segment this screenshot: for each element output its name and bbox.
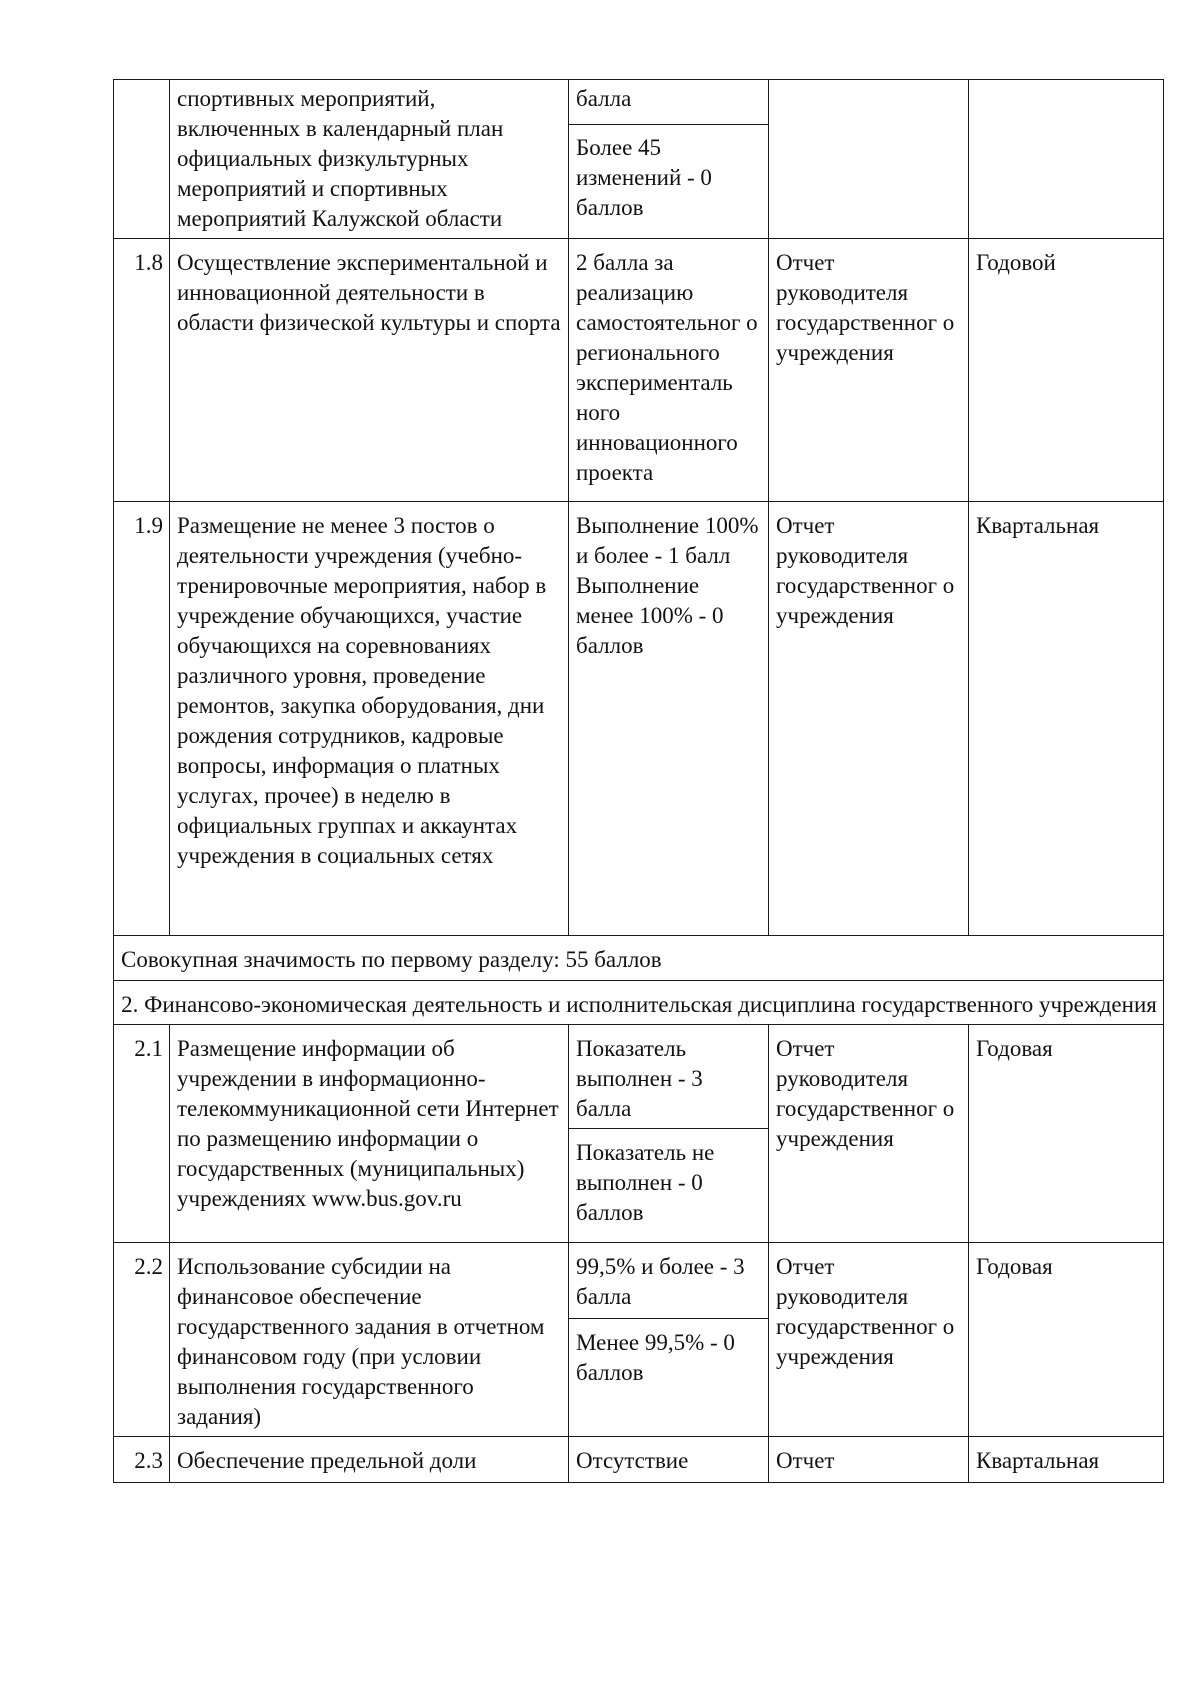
- period-text: Годовая: [976, 1254, 1053, 1279]
- indicator-text: спортивных мероприятий, включенных в календарный план официальных физкультурных мероприятий и спортивных мероприятий Калужской области: [177, 86, 504, 231]
- period-cell: [969, 1025, 1164, 1243]
- criteria-text: балла: [576, 86, 632, 111]
- period-text: Квартальная: [976, 1448, 1100, 1473]
- table-row: [114, 936, 1164, 981]
- period-cell: [969, 1243, 1164, 1437]
- criteria-table: [113, 79, 1164, 1483]
- criteria-cell: [569, 1243, 769, 1319]
- criteria-cell: [569, 1025, 769, 1129]
- period-cell: [969, 1437, 1164, 1483]
- table-row: [114, 239, 1164, 502]
- criteria-text: Показатель выполнен - 3 балла: [576, 1036, 703, 1121]
- criteria-cell: [569, 502, 769, 936]
- source-text: Отчет: [776, 1448, 835, 1473]
- source-text: Отчет руководителя государственног о учреждения: [776, 250, 955, 365]
- source-cell: [769, 1437, 969, 1483]
- period-cell: [969, 502, 1164, 936]
- row-number: 2.3: [114, 1437, 170, 1483]
- row-number: [114, 80, 170, 239]
- criteria-text: Выполнение 100% и более - 1 балл Выполнение менее 100% - 0 баллов: [576, 513, 759, 658]
- criteria-text: Более 45 изменений - 0 баллов: [576, 135, 712, 221]
- criteria-text: Менее 99,5% - 0 баллов: [576, 1330, 735, 1386]
- criteria-cell: [569, 1129, 769, 1243]
- criteria-cell: [569, 125, 769, 239]
- criteria-text: Отсутствие: [576, 1448, 689, 1473]
- table-row: [114, 1243, 1164, 1319]
- source-cell: [769, 502, 969, 936]
- criteria-cell: [569, 239, 769, 502]
- source-cell: [769, 239, 969, 502]
- source-text: Отчет руководителя государственног о учреждения: [776, 1254, 955, 1369]
- indicator-cell: [170, 1243, 569, 1437]
- table-row: [114, 981, 1164, 1025]
- criteria-cell: [569, 1437, 769, 1483]
- source-text: Отчет руководителя государственног о учреждения: [776, 513, 955, 628]
- row-number: 2.1: [114, 1025, 170, 1243]
- criteria-cell: [569, 80, 769, 125]
- criteria-cell: [569, 1319, 769, 1437]
- indicator-cell: [170, 1025, 569, 1243]
- source-cell: [769, 1243, 969, 1437]
- source-text: Отчет руководителя государственног о учреждения: [776, 1036, 955, 1151]
- table-row: [114, 502, 1164, 936]
- row-number: 2.2: [114, 1243, 170, 1437]
- row-number: 1.8: [114, 239, 170, 502]
- criteria-text: 2 балла за реализацию самостоятельног о регионального эксперименталь ного инновационного проекта: [576, 250, 758, 485]
- period-text: Квартальная: [976, 513, 1100, 538]
- row-number: 1.9: [114, 502, 170, 936]
- period-text: Годовая: [976, 1036, 1053, 1061]
- table-row: [114, 1437, 1164, 1483]
- indicator-cell: [170, 1437, 569, 1483]
- table-row: [114, 80, 1164, 125]
- period-text: Годовой: [976, 250, 1056, 275]
- indicator-cell: [170, 239, 569, 502]
- indicator-text: Размещение информации об учреждении в информационно-телекоммуникационной сети Интернет по размещению информации о государственных (муниципальных) учреждениях www.bus.gov.ru: [177, 1036, 559, 1211]
- section-total: Совокупная значимость по первому разделу: 55 баллов: [114, 936, 1164, 981]
- indicator-text: Размещение не менее 3 постов о деятельности учреждения (учебно-тренировочные мероприятия, набор в учреждение обучающихся, участие обучающихся на соревнованиях различного уровня, проведение ремонтов, закупка оборудования, дни рождения сотрудников, кадровые вопросы, информация о платных услугах, прочее) в неделю в официальных группах и аккаунтах учреждения в социальных сетях: [177, 513, 547, 868]
- indicator-text: Обеспечение предельной доли: [177, 1448, 477, 1473]
- indicator-text: Осуществление экспериментальной и инновационной деятельности в области физической культуры и спорта: [177, 250, 561, 335]
- period-cell: [969, 239, 1164, 502]
- indicator-cell: [170, 80, 569, 239]
- source-cell: [769, 80, 969, 239]
- indicator-cell: [170, 502, 569, 936]
- criteria-text: 99,5% и более - 3 балла: [576, 1254, 745, 1309]
- source-cell: [769, 1025, 969, 1243]
- criteria-text: Показатель не выполнен - 0 баллов: [576, 1140, 715, 1225]
- period-cell: [969, 80, 1164, 239]
- section-header: 2. Финансово-экономическая деятельность и исполнительская дисциплина государственного учреждения: [114, 981, 1164, 1025]
- indicator-text: Использование субсидии на финансовое обеспечение государственного задания в отчетном финансовом году (при условии выполнения государственного задания): [177, 1254, 545, 1429]
- table-row: [114, 1025, 1164, 1129]
